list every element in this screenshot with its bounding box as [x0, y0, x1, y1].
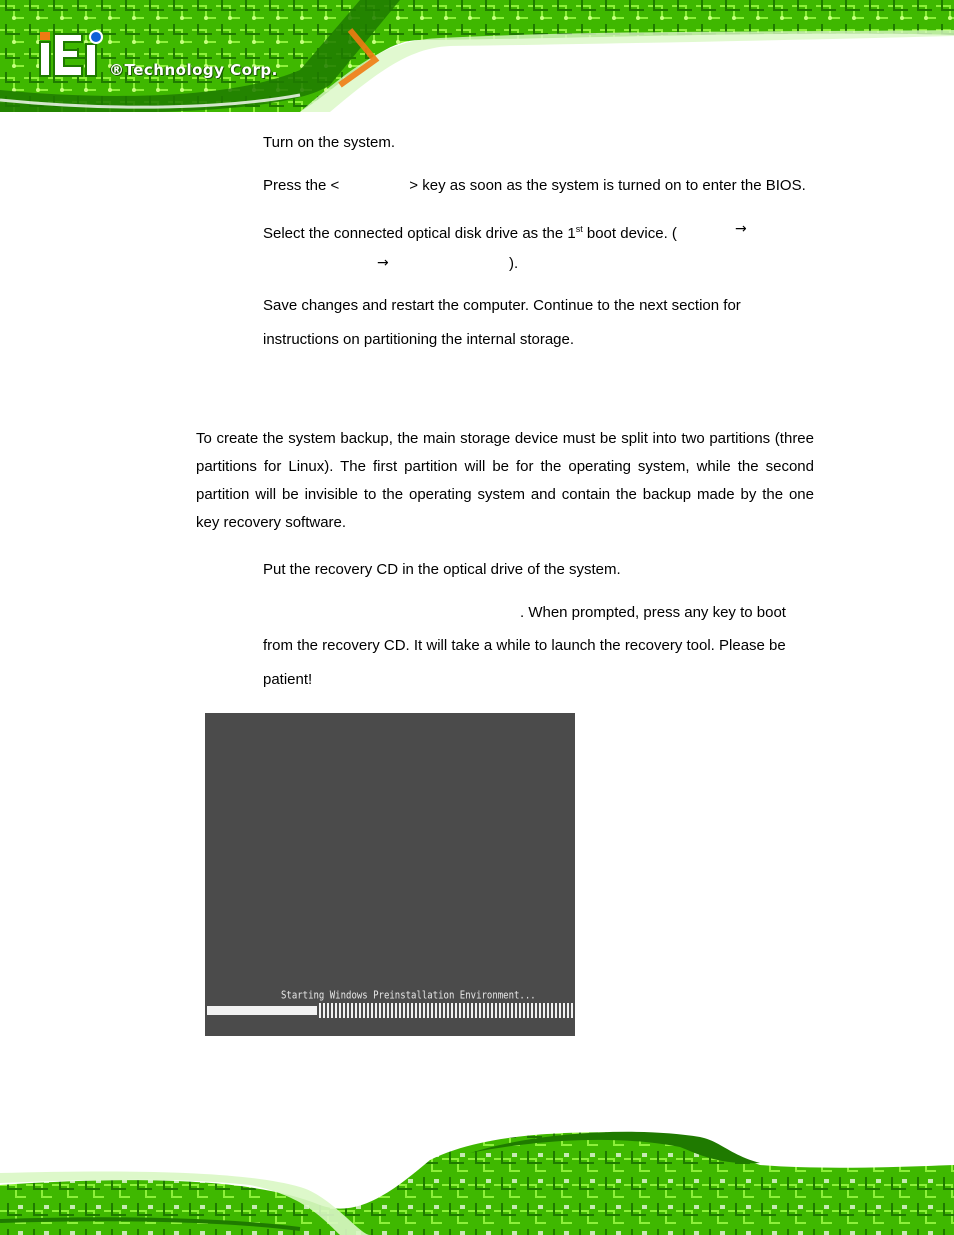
step-insert-cd: Put the recovery CD in the optical drive of the system.: [263, 561, 621, 578]
step-select-boot-post: boot device. (: [582, 225, 677, 242]
step-save-line1: Save changes and restart the computer. Continue to the next section for: [263, 297, 741, 314]
boot-status-text: Starting Windows Preinstallation Environment...: [281, 990, 536, 1002]
progress-stripes: [319, 1003, 573, 1018]
footer-circuit-graphic: [0, 1125, 954, 1235]
page-footer: [0, 1125, 954, 1235]
step-save-line2: instructions on partitioning the internal storage.: [263, 331, 575, 348]
step-boot-line1: . When prompted, press any key to boot: [520, 604, 786, 621]
step-turn-on: Turn on the system.: [263, 134, 395, 151]
step-press-key: [263, 177, 806, 195]
company-name: ®Technology Corp.: [109, 61, 278, 79]
iei-logo-icon: [38, 30, 108, 78]
progress-fill: [207, 1006, 317, 1015]
arrow-icon: →: [735, 221, 747, 237]
boot-screen-image: [205, 713, 575, 1036]
step-press-key-pre: Press the <: [263, 177, 340, 194]
partition-intro-paragraph: To create the system backup, the main storage device must be split into two partitions (three partitions for Linux). The first partition will be for the operating system, while the second partition will be invisible to the operating system and contain the backup made by the one key recovery software.: [196, 430, 814, 531]
step-boot-line3: patient!: [263, 671, 313, 688]
step-boot-line2: from the recovery CD. It will take a while to launch the recovery tool. Please be: [263, 637, 786, 654]
arrow-icon: →: [377, 255, 389, 271]
ordinal-superscript: st: [575, 224, 583, 234]
step-select-boot-pre: Select the connected optical disk drive as the 1: [263, 225, 576, 242]
page-header: [0, 0, 954, 112]
step-select-boot: [263, 220, 677, 243]
boot-progress-bar: [207, 1003, 573, 1018]
step-press-key-post: > key as soon as the system is turned on to enter the BIOS.: [409, 177, 806, 194]
header-circuit-graphic: [0, 0, 954, 112]
step-select-boot-end: ).: [509, 255, 519, 272]
